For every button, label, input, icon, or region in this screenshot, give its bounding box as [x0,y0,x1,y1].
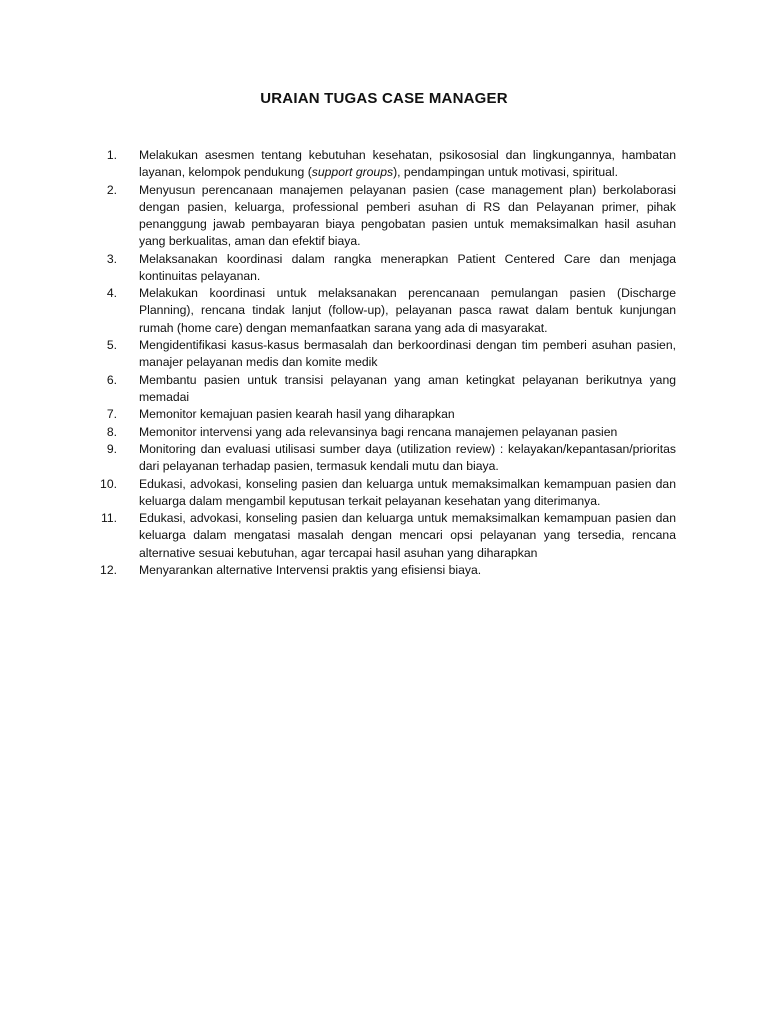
item-text: Monitoring dan evaluasi utilisasi sumber daya (utilization review) : kelayakan/kepantasan/prioritas dari pelayanan terhadap pasien, termasuk kendali mutu dan biaya. [139,441,676,474]
item-text: Edukasi, advokasi, konseling pasien dan keluarga untuk memaksimalkan kemampuan pasien dan keluarga dalam mengatasi masalah dengan mencari opsi pelayanan yang tersedia, rencana alternative sesuai kebutuhan, agar tercapai hasil asuhan yang diharapkan [139,511,676,560]
item-text-part: ), pendampingan untuk motivasi, spiritual. [393,165,619,180]
item-text [139,147,676,181]
item-text: Melaksanakan koordinasi dalam rangka menerapkan Patient Centered Care dan menjaga kontinuitas pelayanan. [139,251,676,283]
item-number: 11. [100,511,117,526]
item-number: 12. [100,562,117,577]
item-text: Menyarankan alternative Intervensi praktis yang efisiensi biaya. [139,562,482,577]
item-number: 6. [106,372,117,387]
document-title: URAIAN TUGAS CASE MANAGER [260,90,508,107]
list-item [96,510,676,562]
item-text: Mengidentifikasi kasus-kasus bermasalah dan berkoordinasi dengan tim pemberi asuhan pasien, manajer pelayanan medis dan komite medik [139,337,676,370]
list-item [96,147,676,181]
list-item [96,476,676,510]
item-text-italic: support groups [311,165,394,180]
item-number: 2. [106,182,117,197]
item-text: Memonitor kemajuan pasien kearah hasil yang diharapkan [139,407,455,422]
item-number: 10. [100,476,117,491]
item-text: Edukasi, advokasi, konseling pasien dan keluarga untuk memaksimalkan kemampuan pasien dan keluarga dalam mengambil keputusan terkait pelayanan kesehatan yang diterimanya. [139,476,676,508]
item-number: 7. [106,407,117,422]
item-number: 3. [106,251,117,266]
list-item [96,372,676,406]
list-item [96,406,676,423]
item-number: 1. [106,148,117,162]
list-item [96,337,676,371]
item-number: 9. [106,441,117,456]
item-text: Membantu pasien untuk transisi pelayanan yang aman ketingkat pelayanan berikutnya yang memadai [139,372,676,404]
item-text: Menyusun perencanaan manajemen pelayanan pasien (case management plan) berkolaborasi dengan pasien, keluarga, professional pemberi asuhan di RS dan Pelayanan primer, pihak penanggung jawab pembayaran biaya pengobatan pasien untuk memaksimalkan hasil asuhan yang berkualitas, aman dan efektif biaya. [139,182,676,249]
item-number: 5. [106,337,117,352]
list-item [96,562,676,579]
list-item [96,441,676,475]
duty-list [96,147,676,579]
item-text: Memonitor intervensi yang ada relevansinya bagi rencana manajemen pelayanan pasien [139,424,618,439]
item-number: 8. [106,424,117,439]
item-text: Melakukan koordinasi untuk melaksanakan perencanaan pemulangan pasien (Discharge Planning), rencana tindak lanjut (follow-up), pelayanan pasca rawat dalam bentuk kunjungan rumah (home care) dengan memanfaatkan sarana yang ada di masyarakat. [139,286,676,335]
item-number: 4. [106,286,117,301]
list-item [96,182,676,251]
list-item [96,251,676,285]
item-text-part: Melakukan asesmen tentang kebutuhan kesehatan, psikososial dan lingkungannya, hambatan layanan, kelompok pendukung ( [139,148,676,180]
list-item [96,285,676,337]
list-item [96,424,676,441]
